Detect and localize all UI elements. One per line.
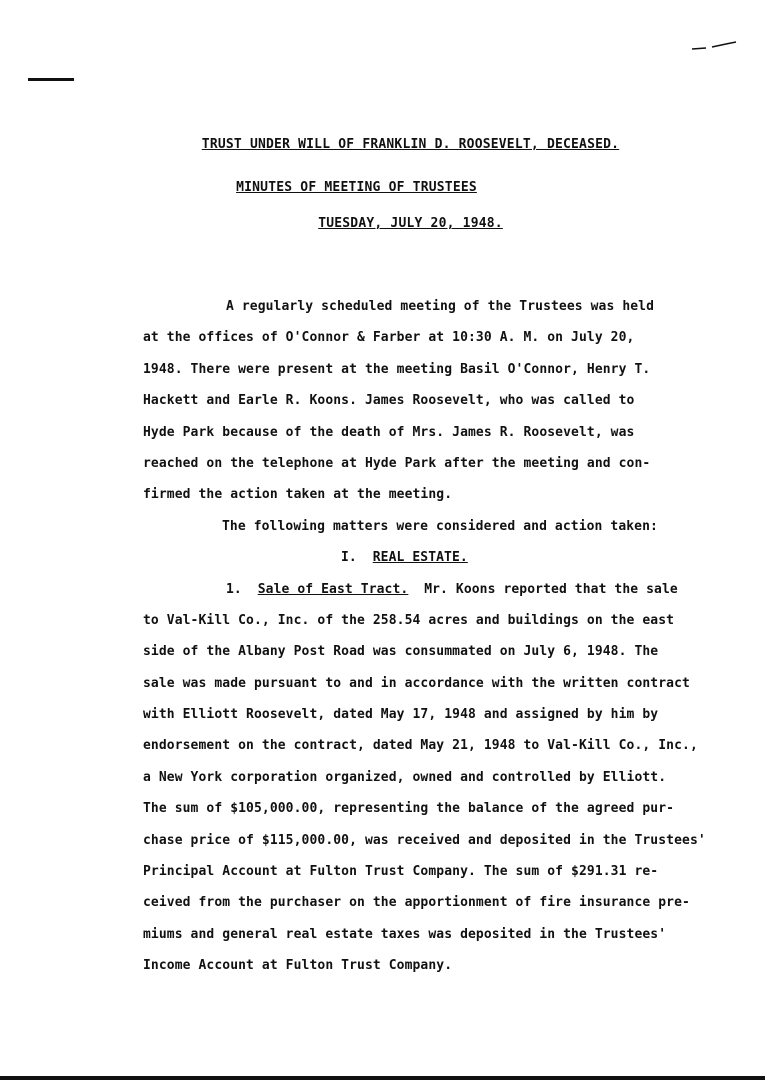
document-body — [143, 291, 706, 982]
paragraph1-line: reached on the telephone at Hyde Park after the meeting and con- — [143, 455, 651, 471]
item-first-line-rest: Mr. Koons reported that the sale — [424, 581, 678, 597]
paragraph1-line: A regularly scheduled meeting of the Trustees was held — [226, 299, 655, 314]
document-title: TRUST UNDER WILL OF FRANKLIN D. ROOSEVELT, DECEASED. — [201, 137, 620, 152]
bottom-edge-rule — [0, 1076, 765, 1080]
paragraph1-line: Hackett and Earle R. Koons. James Roosevelt, who was called to — [143, 393, 635, 409]
paragraph1-line: 1948. There were present at the meeting Basil O'Connor, Henry T. — [143, 361, 651, 377]
item-line: Income Account at Fulton Trust Company. — [143, 958, 453, 974]
item-line: miums and general real estate taxes was deposited in the Trustees' — [143, 926, 667, 942]
item-line: chase price of $115,000.00, was received and deposited in the Trustees' — [143, 832, 706, 848]
paragraph1-line: firmed the action taken at the meeting. — [143, 487, 453, 503]
item-line: endorsement on the contract, dated May 21, 1948 to Val-Kill Co., Inc., — [143, 738, 698, 754]
item-line: sale was made pursuant to and in accordance with the written contract — [143, 675, 690, 691]
item-line: ceived from the purchaser on the apportionment of fire insurance pre- — [143, 895, 690, 911]
item-line: with Elliott Roosevelt, dated May 17, 1948 and assigned by him by — [143, 707, 659, 723]
paragraph1-line: at the offices of O'Connor & Farber at 10:30 A. M. on July 20, — [143, 330, 635, 346]
item-line: The sum of $105,000.00, representing the balance of the agreed pur- — [143, 801, 675, 817]
item-number: 1. — [226, 581, 242, 597]
item-line: side of the Albany Post Road was consummated on July 6, 1948. The — [143, 644, 659, 660]
item-first-line — [143, 574, 683, 605]
item-line: a New York corporation organized, owned and controlled by Elliott. — [143, 769, 667, 785]
paragraph1-line: Hyde Park because of the death of Mrs. James R. Roosevelt, was — [143, 424, 635, 440]
item-line: Principal Account at Fulton Trust Company. The sum of $291.31 re- — [143, 864, 659, 880]
section-number: I. — [341, 550, 357, 566]
item-title: Sale of East Tract. — [257, 581, 409, 597]
item-line: to Val-Kill Co., Inc. of the 258.54 acres and buildings on the east — [143, 612, 675, 628]
margin-mark-right — [692, 39, 742, 51]
margin-mark-left — [28, 78, 74, 81]
section-heading — [143, 542, 683, 573]
document-subtitle: MINUTES OF MEETING OF TRUSTEES — [236, 180, 477, 195]
paragraph2: The following matters were considered and action taken: — [222, 518, 658, 534]
section-title: REAL ESTATE. — [372, 550, 468, 566]
meeting-date: TUESDAY, JULY 20, 1948. — [318, 216, 503, 231]
